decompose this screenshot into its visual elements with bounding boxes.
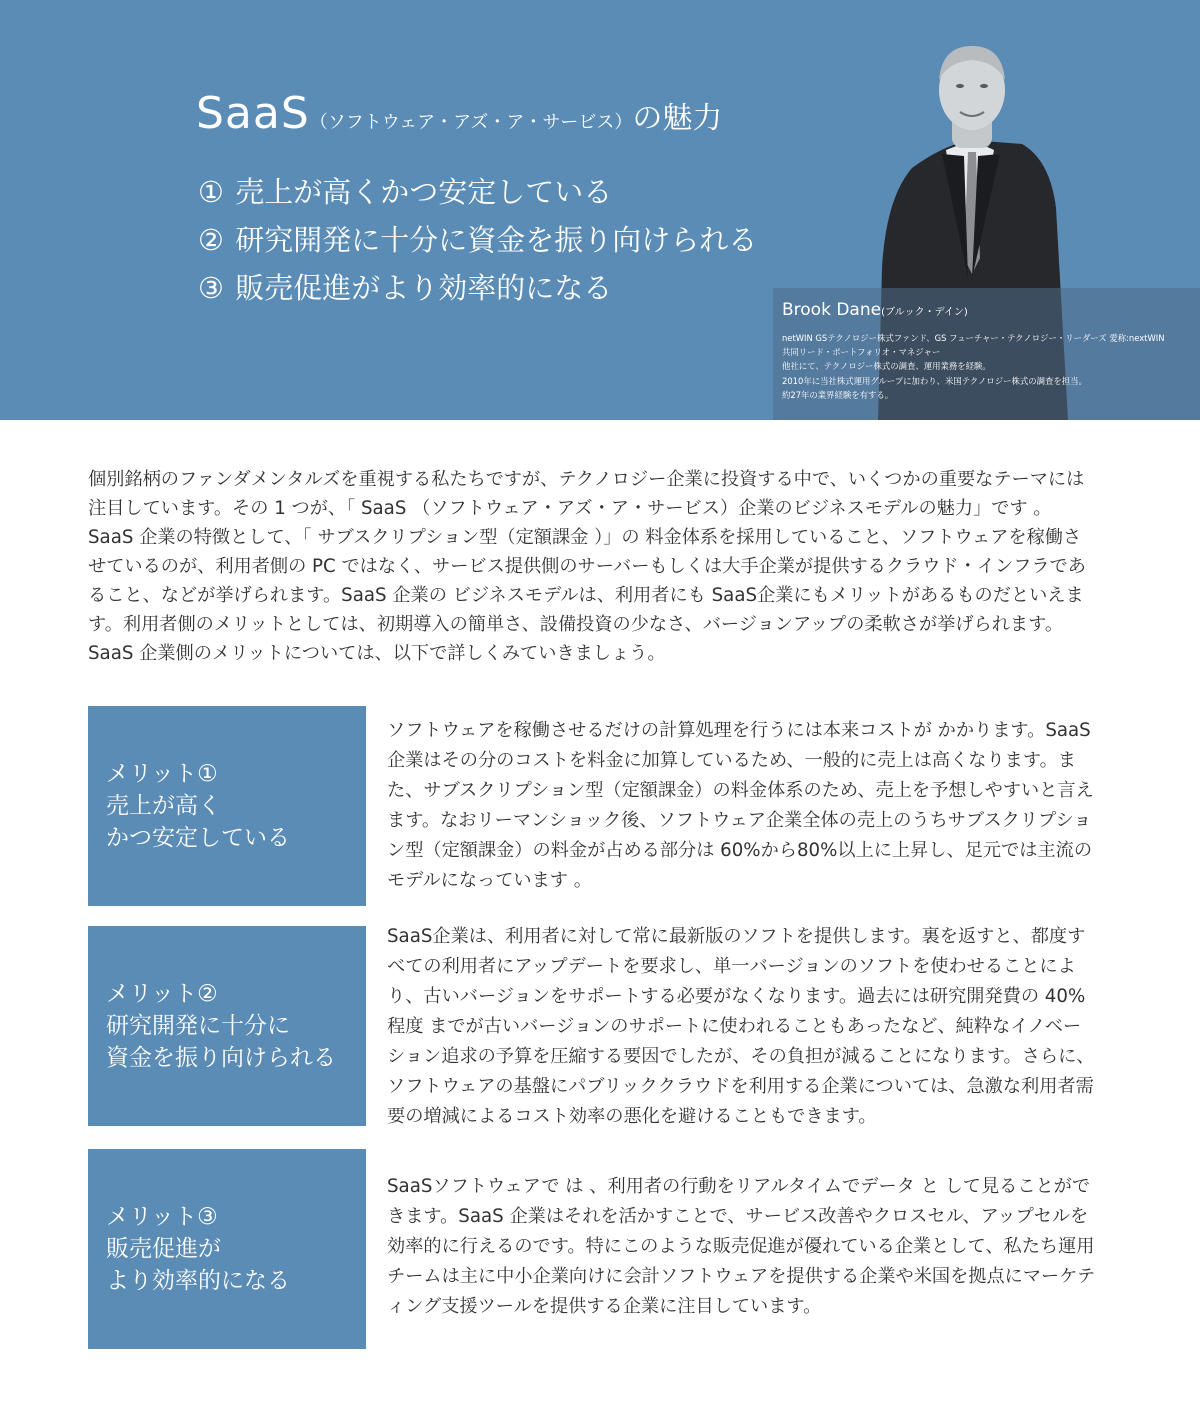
- key-point-number: ②: [198, 223, 224, 257]
- merit-1-text: ソフトウェアを稼働させるだけの計算処理を行うには本来コストが かかります。SaaS 企業はその分のコストを料金に加算しているため、一般的に売上は高くなります。また、サブスクリプション型（定額課金）の料金体系のため、売上を予想しやすいと言えます。なおリーマンショック後、ソフトウェア企業全体の売上のうちサブスクリプション型（定額課金）の料金が占める部分は 60%から80%以上に上昇し、足元では主流のモデルになっています 。: [387, 720, 1094, 891]
- merit-label: メリット②: [106, 981, 218, 1007]
- profile-details: [782, 331, 1164, 402]
- page-title: [196, 88, 722, 139]
- title-paren: （ソフトウェア・アズ・ア・サービス）: [309, 112, 633, 133]
- profile-line: 約27年の業界経験を有する。: [782, 389, 894, 400]
- merit-2-text: SaaS企業は、利用者に対して常に最新版のソフトを提供します。裏を返すと、都度すべての利用者にアップデートを要求し、単一バージョンのソフトを使わせることにより、古いバージョンをサポートする必要がなくなります。過去には研究開発費の 40%程度 までが古いバージョンのサポートに使われることもあったなど、純粋なイノベーション追求の予算を圧縮する要因でしたが、その負担が減ることになります。さらに、ソフトウェアの基盤にパブリッククラウドを利用する企業については、急激な利用者需要の増減によるコスト効率の悪化を避けることもできます。: [387, 926, 1095, 1127]
- profile-line: netWIN GSテクノロジー株式ファンド、GS フューチャー・テクノロジー・リーダーズ 愛称:nextWIN: [782, 333, 1165, 343]
- profile-line: 他社にて、テクノロジー株式の調査、運用業務を経験。: [782, 361, 991, 372]
- hero-banner: [0, 0, 1200, 420]
- profile-name: [782, 300, 968, 320]
- title-main: SaaS: [196, 88, 310, 139]
- profile-line: 2010年に当社株式運用グループに加わり、米国テクノロジー株式の調査を担当。: [782, 375, 1087, 386]
- merit-1-box: [88, 706, 366, 906]
- key-point-number: ①: [198, 175, 224, 209]
- merit-label: メリット①: [106, 761, 218, 787]
- merit-3-text: SaaSソフトウェアで は 、利用者の行動をリアルタイムでデータ と して見ることができます。SaaS 企業はそれを活かすことで、サービス改善やクロスセル、アップセルを効率的に行えるのです。特にこのような販売促進が優れている企業として、私たち運用チームは主に中小企業向けに会計ソフトウェアを提供する企業や米国を拠点にマーケティング支援ツールを提供する企業に注目しています。: [387, 1176, 1096, 1317]
- merit-3-box: [88, 1149, 366, 1349]
- key-points-list: [198, 168, 757, 312]
- key-point-text: 売上が高くかつ安定している: [235, 175, 613, 209]
- key-point-text: 販売促進がより効率的になる: [235, 271, 613, 305]
- key-point: [198, 264, 757, 312]
- merit-heading-line: 資金を振り向けられる: [106, 1045, 336, 1071]
- merit-heading-line: 研究開発に十分に: [106, 1013, 290, 1039]
- merit-label: メリット③: [106, 1204, 218, 1230]
- merit-heading-line: 売上が高く: [106, 793, 221, 819]
- key-point: [198, 216, 757, 264]
- key-point-text: 研究開発に十分に資金を振り向けられる: [235, 223, 758, 257]
- title-tail: の魅力: [632, 101, 723, 136]
- profile-name-text: Brook Dane: [782, 300, 882, 320]
- merit-heading-line: より効率的になる: [106, 1268, 290, 1294]
- merit-heading-line: 販売促進が: [106, 1236, 221, 1262]
- intro-paragraph: 個別銘柄のファンダメンタルズを重視する私たちですが、テクノロジー企業に投資する中で、いくつかの重要なテーマには注目しています。その 1 つが、「 SaaS （ソフトウェア・アズ・ア・サービス）企業のビジネスモデルの魅力」です 。SaaS 企業の特徴として、「 サブスクリプション型（定額課金 ）」の 料金体系を採用していること、ソフトウェアを稼働させているのが、利用者側の PC ではなく、サービス提供側のサーバーもしくは大手企業が提供するクラウド・インフラであること、などが挙げられます。SaaS 企業の ビジネスモデルは、利用者にも SaaS企業にもメリットがあるものだといえます。利用者側のメリットとしては、初期導入の簡単さ、設備投資の少なさ、バージョンアップの柔軟さが挙げられます。SaaS 企業側のメリットについては、以下で詳しくみていきましょう。: [88, 469, 1086, 664]
- merit-heading-line: かつ安定している: [106, 825, 290, 851]
- key-point-number: ③: [198, 271, 224, 305]
- profile-name-kana: (ブルック・デイン): [881, 307, 968, 318]
- merit-2-box: [88, 926, 366, 1126]
- profile-line: 共同リード・ポートフォリオ・マネジャー: [782, 347, 941, 358]
- key-point: [198, 168, 757, 216]
